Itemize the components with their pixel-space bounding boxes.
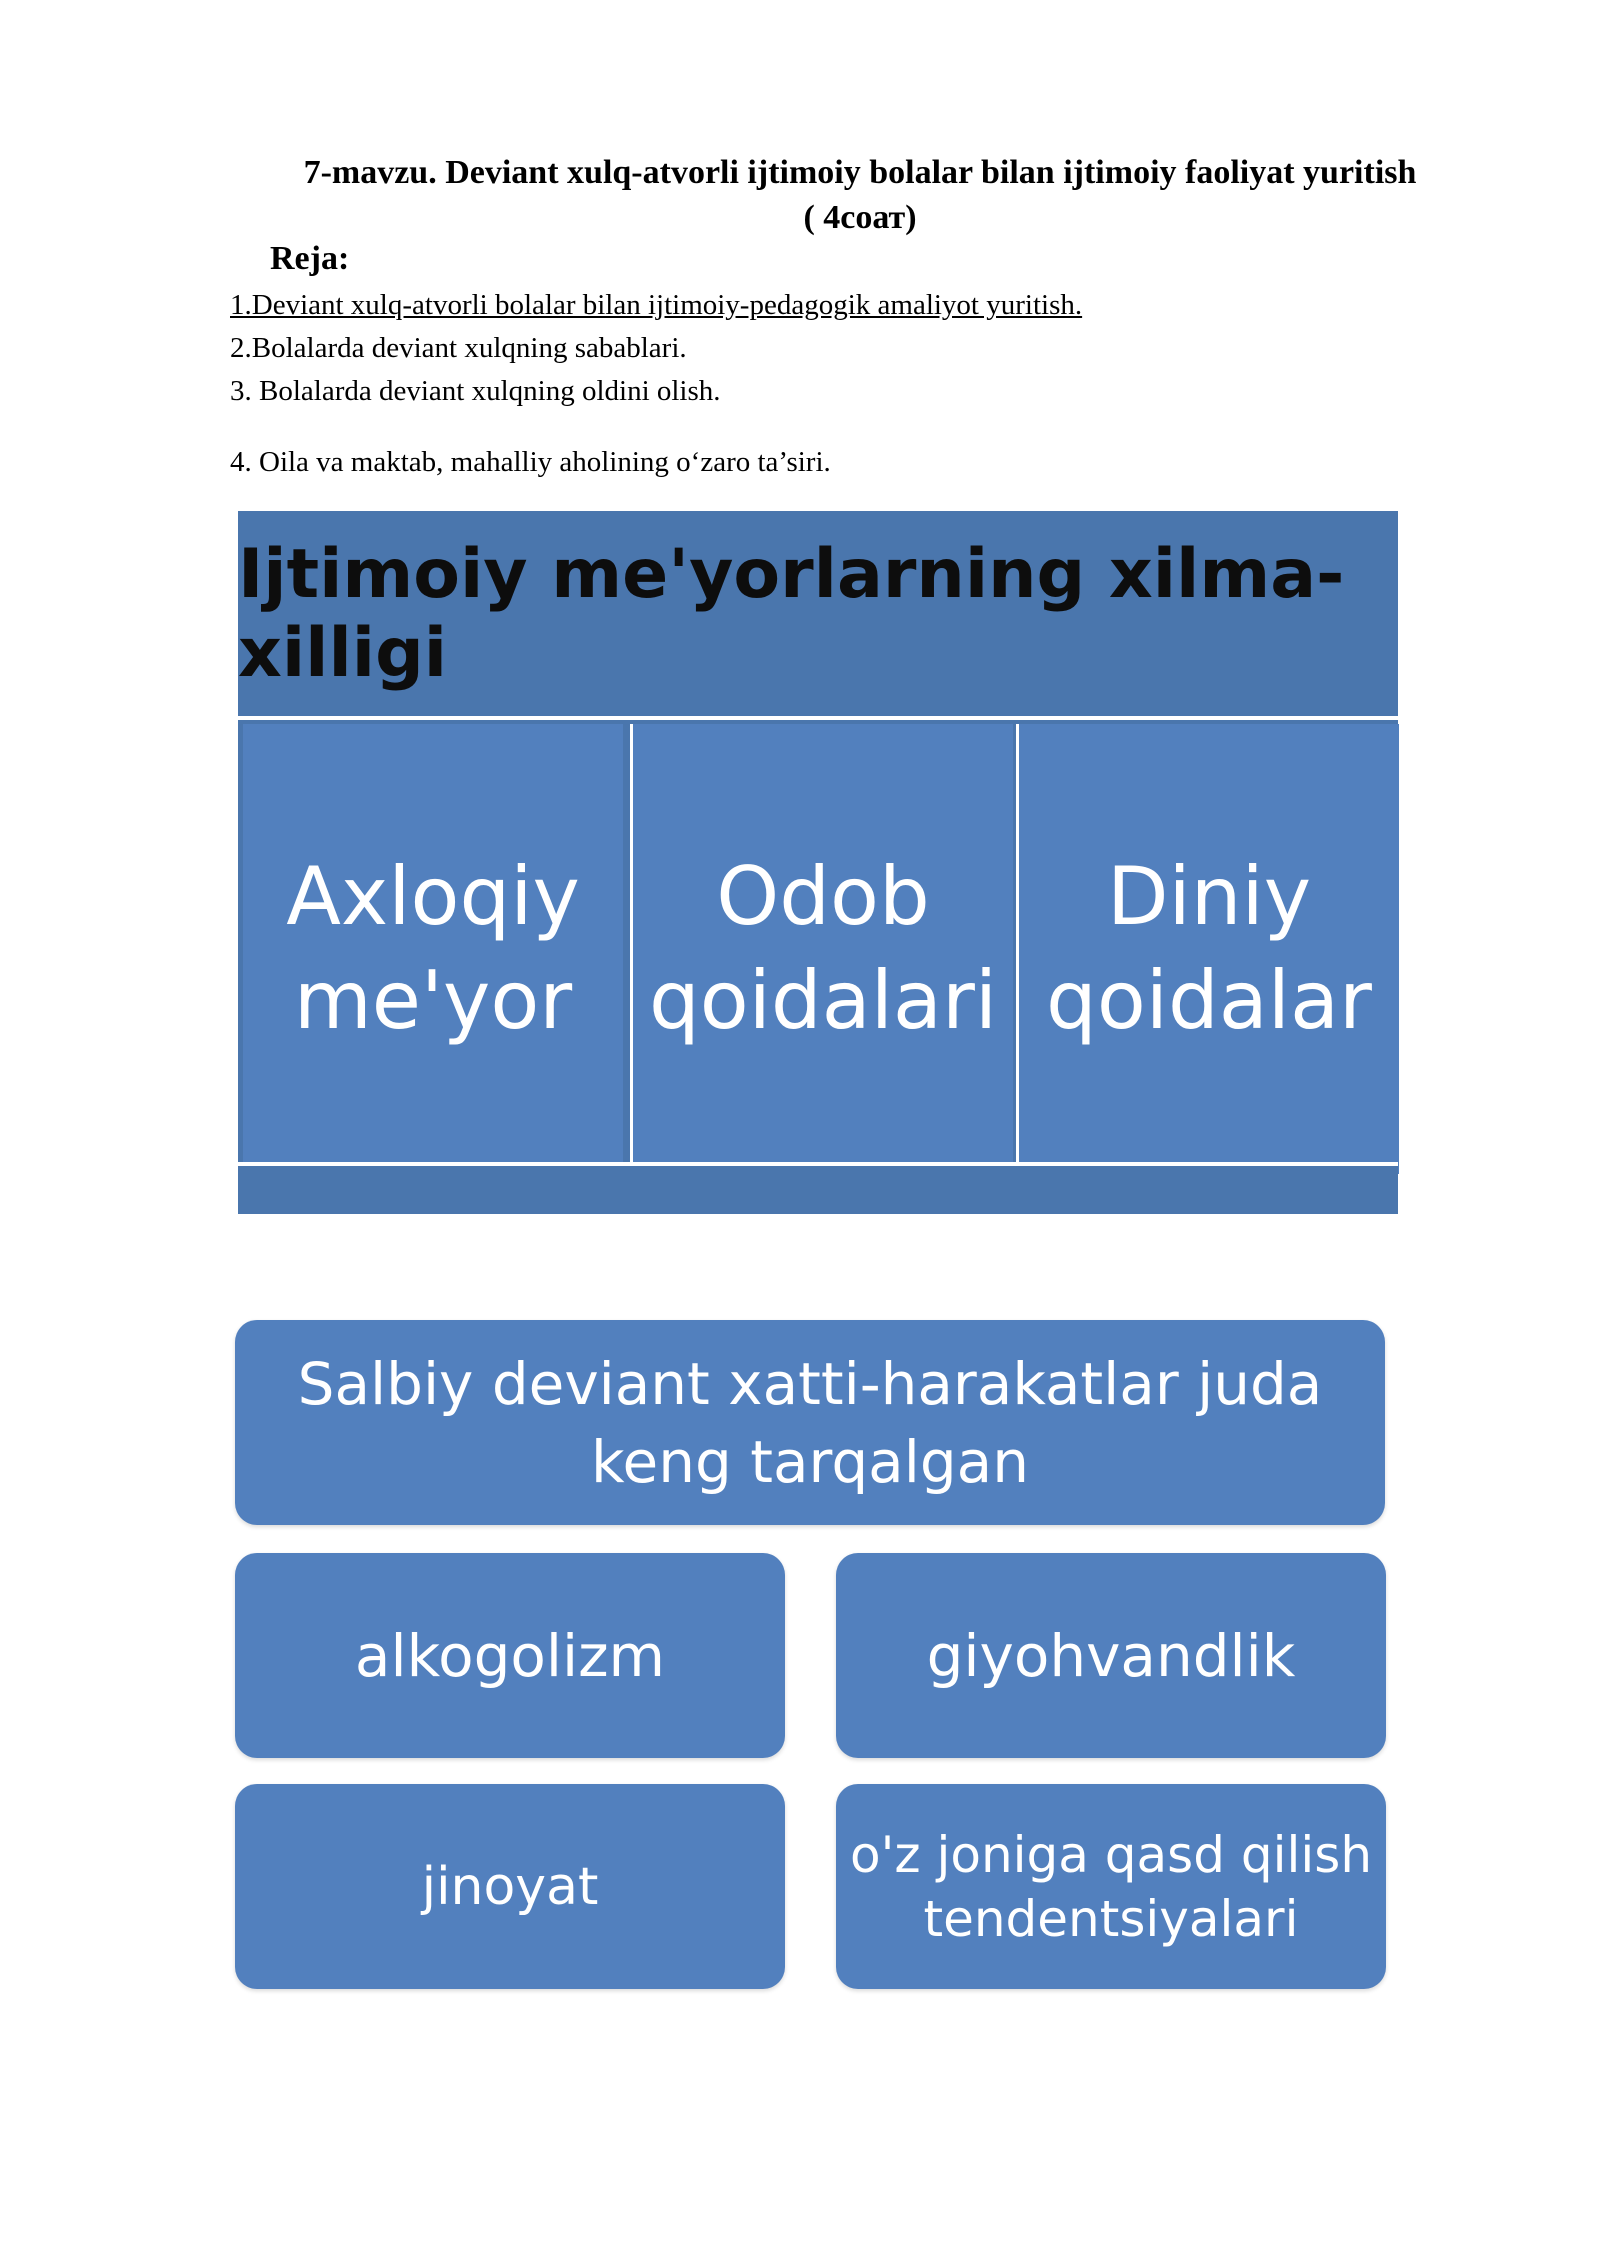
crime-label: jinoyat xyxy=(421,1856,599,1917)
column-1-line-1: Axloqiy xyxy=(286,850,580,943)
drug-addiction-box xyxy=(836,1553,1386,1758)
document-title xyxy=(200,150,1520,240)
alcoholism-label: alkogolizm xyxy=(354,1621,666,1690)
negative-deviance-line-2: keng tarqalgan xyxy=(591,1427,1029,1496)
social-norms-diagram xyxy=(238,511,1398,1214)
title-line-1: 7-mavzu. Deviant xulq-atvorli ijtimoiy bolalar bilan ijtimoiy faoliyat yuritish xyxy=(303,154,1417,191)
suicidal-tendencies-box xyxy=(836,1784,1386,1989)
plan-item-3: 3. Bolalarda deviant xulqning oldini olish. xyxy=(230,375,721,407)
column-1-line-2: me'yor xyxy=(293,954,573,1047)
diagram-column-religious-rules xyxy=(1016,724,1399,1174)
diagram-column-moral-norm xyxy=(243,724,623,1174)
title-line-2: ( 4соат) xyxy=(803,199,917,236)
diagram-footer-bar xyxy=(238,1162,1398,1214)
crime-box xyxy=(235,1784,785,1989)
diagram-column-etiquette-rules xyxy=(630,724,1013,1174)
diagram-heading: Ijtimoiy me'yorlarning xilma-xilligi xyxy=(238,511,1398,720)
column-2-line-1: Odob xyxy=(716,850,930,943)
column-2-line-2: qoidalari xyxy=(648,954,998,1047)
plan-item-4: 4. Oila va maktab, mahalliy aholining o‘zaro ta’siri. xyxy=(230,446,831,478)
negative-deviance-box xyxy=(235,1320,1385,1525)
suicidal-tendencies-line-2: tendentsiyalari xyxy=(923,1889,1299,1948)
column-3-line-2: qoidalar xyxy=(1046,954,1372,1047)
column-3-line-1: Diniy xyxy=(1106,850,1312,943)
plan-heading: Reja: xyxy=(270,240,350,277)
suicidal-tendencies-line-1: o'z joniga qasd qilish xyxy=(849,1825,1373,1884)
negative-deviance-line-1: Salbiy deviant xatti-harakatlar juda xyxy=(297,1349,1323,1418)
plan-item-1: 1.Deviant xulq-atvorli bolalar bilan ijtimoiy-pedagogik amaliyot yuritish. xyxy=(230,289,1083,321)
drug-addiction-label: giyohvandlik xyxy=(926,1621,1296,1690)
plan-item-2: 2.Bolalarda deviant xulqning sabablari. xyxy=(230,332,687,364)
alcoholism-box xyxy=(235,1553,785,1758)
